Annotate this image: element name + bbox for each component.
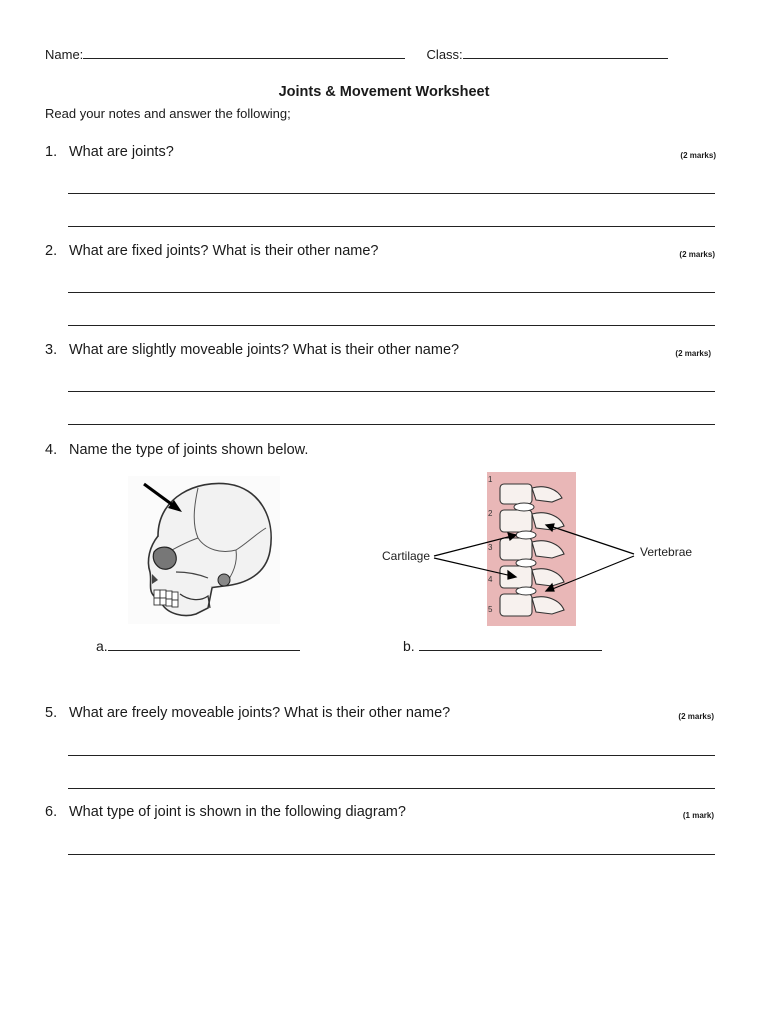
question-5-marks: (2 marks) [678,712,714,721]
class-label: Class: [426,47,463,62]
cartilage-label: Cartilage [382,549,431,563]
answer-line[interactable] [68,391,715,392]
spine-number: 2 [488,509,493,518]
answer-line[interactable] [68,755,715,756]
spine-figure [376,470,716,628]
question-2-marks: (2 marks) [679,250,715,259]
class-field[interactable] [463,46,668,59]
question-6-marks: (1 mark) [682,811,714,820]
answer-line[interactable] [68,193,715,194]
question-1: 1. What are joints? [45,144,174,160]
question-4: 4. Name the type of joints shown below. [45,442,309,458]
name-label: Name: [45,47,84,62]
spine-number: 1 [488,475,493,484]
answer-line[interactable] [68,325,715,326]
answer-line[interactable] [68,788,715,789]
spine-number: 4 [488,575,493,584]
worksheet-title: Joints & Movement Worksheet [278,84,490,100]
spine-number: 3 [488,543,493,552]
question-2: 2. What are fixed joints? What is their other name? [45,243,379,259]
question-3-marks: (2 marks) [675,349,711,358]
question-5: 5. What are freely moveable joints? What is their other name? [45,705,451,721]
skull-figure [128,476,280,624]
name-field[interactable] [83,46,405,59]
answer-b: b. [403,638,602,654]
name-class-row [45,46,668,62]
question-1-marks: (2 marks) [680,151,716,160]
answer-b-field[interactable] [419,638,602,651]
spine-number: 5 [488,605,493,614]
answer-line[interactable] [68,854,715,855]
question-6: 6. What type of joint is shown in the following diagram? [45,804,406,820]
answer-a-field[interactable] [108,638,300,651]
answer-line[interactable] [68,226,715,227]
answer-line[interactable] [68,424,715,425]
vertebrae-label: Vertebrae [640,545,693,559]
instructions: Read your notes and answer the following; [45,106,291,121]
answer-a: a. [96,638,300,654]
answer-line[interactable] [68,292,715,293]
question-3: 3. What are slightly moveable joints? What is their other name? [45,342,460,358]
